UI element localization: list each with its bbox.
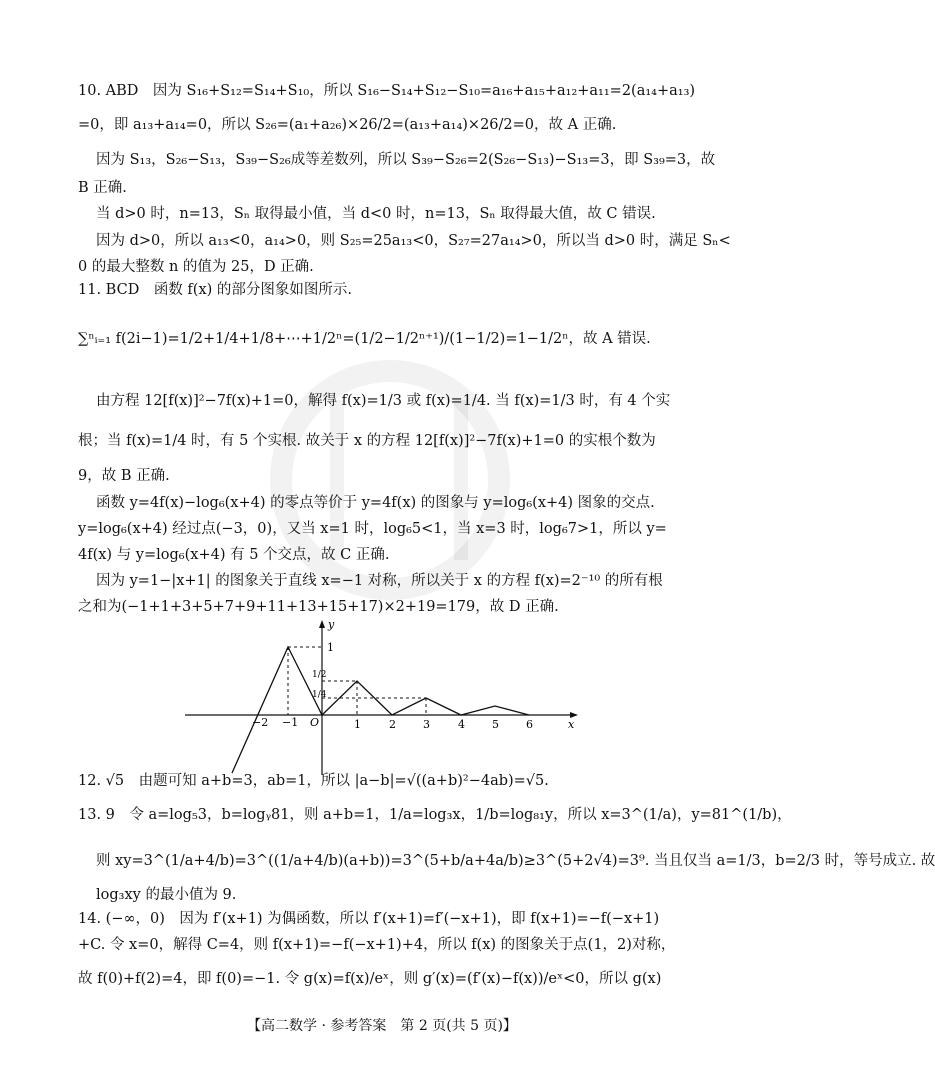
text-line: log₃xy 的最小值为 9.	[96, 887, 237, 903]
tick-label: 6	[526, 718, 533, 731]
tick-label: 2	[389, 718, 396, 731]
tick-label: 1	[354, 718, 361, 731]
text-line: 11. BCD 函数 f(x) 的部分图象如图所示.	[78, 282, 352, 298]
text-line: 函数 y=4f(x)−log₆(x+4) 的零点等价于 y=4f(x) 的图象与 y=log₆(x+4) 图象的交点.	[96, 495, 655, 511]
text-line: +C. 令 x=0，解得 C=4，则 f(x+1)=−f(−x+1)+4，所以 f(x) 的图象关于点(1，2)对称，	[78, 937, 676, 953]
curve-main	[232, 647, 529, 773]
origin-label: O	[310, 716, 320, 729]
text-line: 13. 9 令 a=log₅3，b=logᵧ81，则 a+b=1，1/a=log₃x，1/b=log₈₁y，所以 x=3^(1/a)，y=81^(1/b)，	[78, 807, 792, 823]
text-line: 10. ABD 因为 S₁₆+S₁₂=S₁₄+S₁₀，所以 S₁₆−S₁₄+S₁₂−S₁₀=a₁₆+a₁₅+a₁₂+a₁₁=2(a₁₄+a₁₃)	[78, 83, 696, 99]
tick-label: −2	[252, 716, 269, 729]
tick-label: 1/2	[312, 670, 327, 680]
text-line: 0 的最大整数 n 的值为 25，D 正确.	[78, 259, 314, 275]
text-line: =0，即 a₁₃+a₁₄=0，所以 S₂₆=(a₁+a₂₆)×26/2=(a₁₃+a₁₄)×26/2=0，故 A 正确.	[78, 117, 617, 133]
text-line: 当 d>0 时，n=13，Sₙ 取得最小值，当 d<0 时，n=13，Sₙ 取得最大值，故 C 错误.	[96, 206, 656, 222]
y-axis-label: y	[328, 618, 335, 631]
text-line: y=log₆(x+4) 经过点(−3，0)，又当 x=1 时，log₆5<1，当 x=3 时，log₆7>1，所以 y=	[78, 521, 667, 537]
y-axis-arrow	[319, 620, 325, 628]
text-line: 9，故 B 正确.	[78, 468, 170, 484]
tick-label: 4	[458, 718, 465, 731]
text-line: ∑ⁿᵢ₌₁ f(2i−1)=1/2+1/4+1/8+⋯+1/2ⁿ=(1/2−1/2ⁿ⁺¹)/(1−1/2)=1−1/2ⁿ，故 A 错误.	[78, 331, 651, 347]
text-line: 故 f(0)+f(2)=4，即 f(0)=−1. 令 g(x)=f(x)/eˣ，则 g′(x)=(f′(x)−f(x))/eˣ<0，所以 g(x)	[78, 971, 662, 987]
text-line: 因为 d>0，所以 a₁₃<0，a₁₄>0，则 S₂₅=25a₁₃<0，S₂₇=27a₁₄>0，所以当 d>0 时，满足 Sₙ<	[96, 233, 731, 249]
text-line: 4f(x) 与 y=log₆(x+4) 有 5 个交点，故 C 正确.	[78, 547, 390, 563]
x-axis-label: x	[568, 718, 575, 731]
text-line: 由方程 12[f(x)]²−7f(x)+1=0，解得 f(x)=1/3 或 f(x)=1/4. 当 f(x)=1/3 时，有 4 个实	[96, 393, 671, 409]
tick-label: 1	[327, 641, 334, 654]
text-line: 则 xy=3^(1/a+4/b)=3^((1/a+4/b)(a+b))=3^(5+b/a+4a/b)≥3^(5+2√4)=3⁹. 当且仅当 a=1/3，b=2/3 时，等号成立. 故	[96, 853, 935, 869]
page-footer: 【高二数学 · 参考答案 第 2 页(共 5 页)】	[247, 1018, 517, 1034]
text-line: 因为 S₁₃，S₂₆−S₁₃，S₃₉−S₂₆成等差数列，所以 S₃₉−S₂₆=2(S₂₆−S₁₃)−S₁₃=3，即 S₃₉=3，故	[96, 152, 716, 168]
text-line: 14. (−∞，0) 因为 f′(x+1) 为偶函数，所以 f′(x+1)=f′(−x+1)，即 f(x+1)=−f(−x+1)	[78, 911, 660, 927]
text-line: B 正确.	[78, 180, 127, 196]
text-line: 根；当 f(x)=1/4 时，有 5 个实根. 故关于 x 的方程 12[f(x)]²−7f(x)+1=0 的实根个数为	[78, 433, 656, 449]
tick-label: −1	[282, 716, 299, 729]
tick-label: 3	[423, 718, 430, 731]
function-graph	[0, 615, 764, 775]
tick-label: 5	[492, 718, 499, 731]
text-line: 12. √5 由题可知 a+b=3，ab=1，所以 |a−b|=√((a+b)²−4ab)=√5.	[78, 773, 549, 789]
tick-label: 1/4	[312, 690, 327, 700]
text-line: 因为 y=1−|x+1| 的图象关于直线 x=−1 对称，所以关于 x 的方程 f(x)=2⁻¹⁰ 的所有根	[96, 573, 663, 589]
text-line: 之和为(−1+1+3+5+7+9+11+13+15+17)×2+19=179，故 D 正确.	[78, 599, 559, 615]
